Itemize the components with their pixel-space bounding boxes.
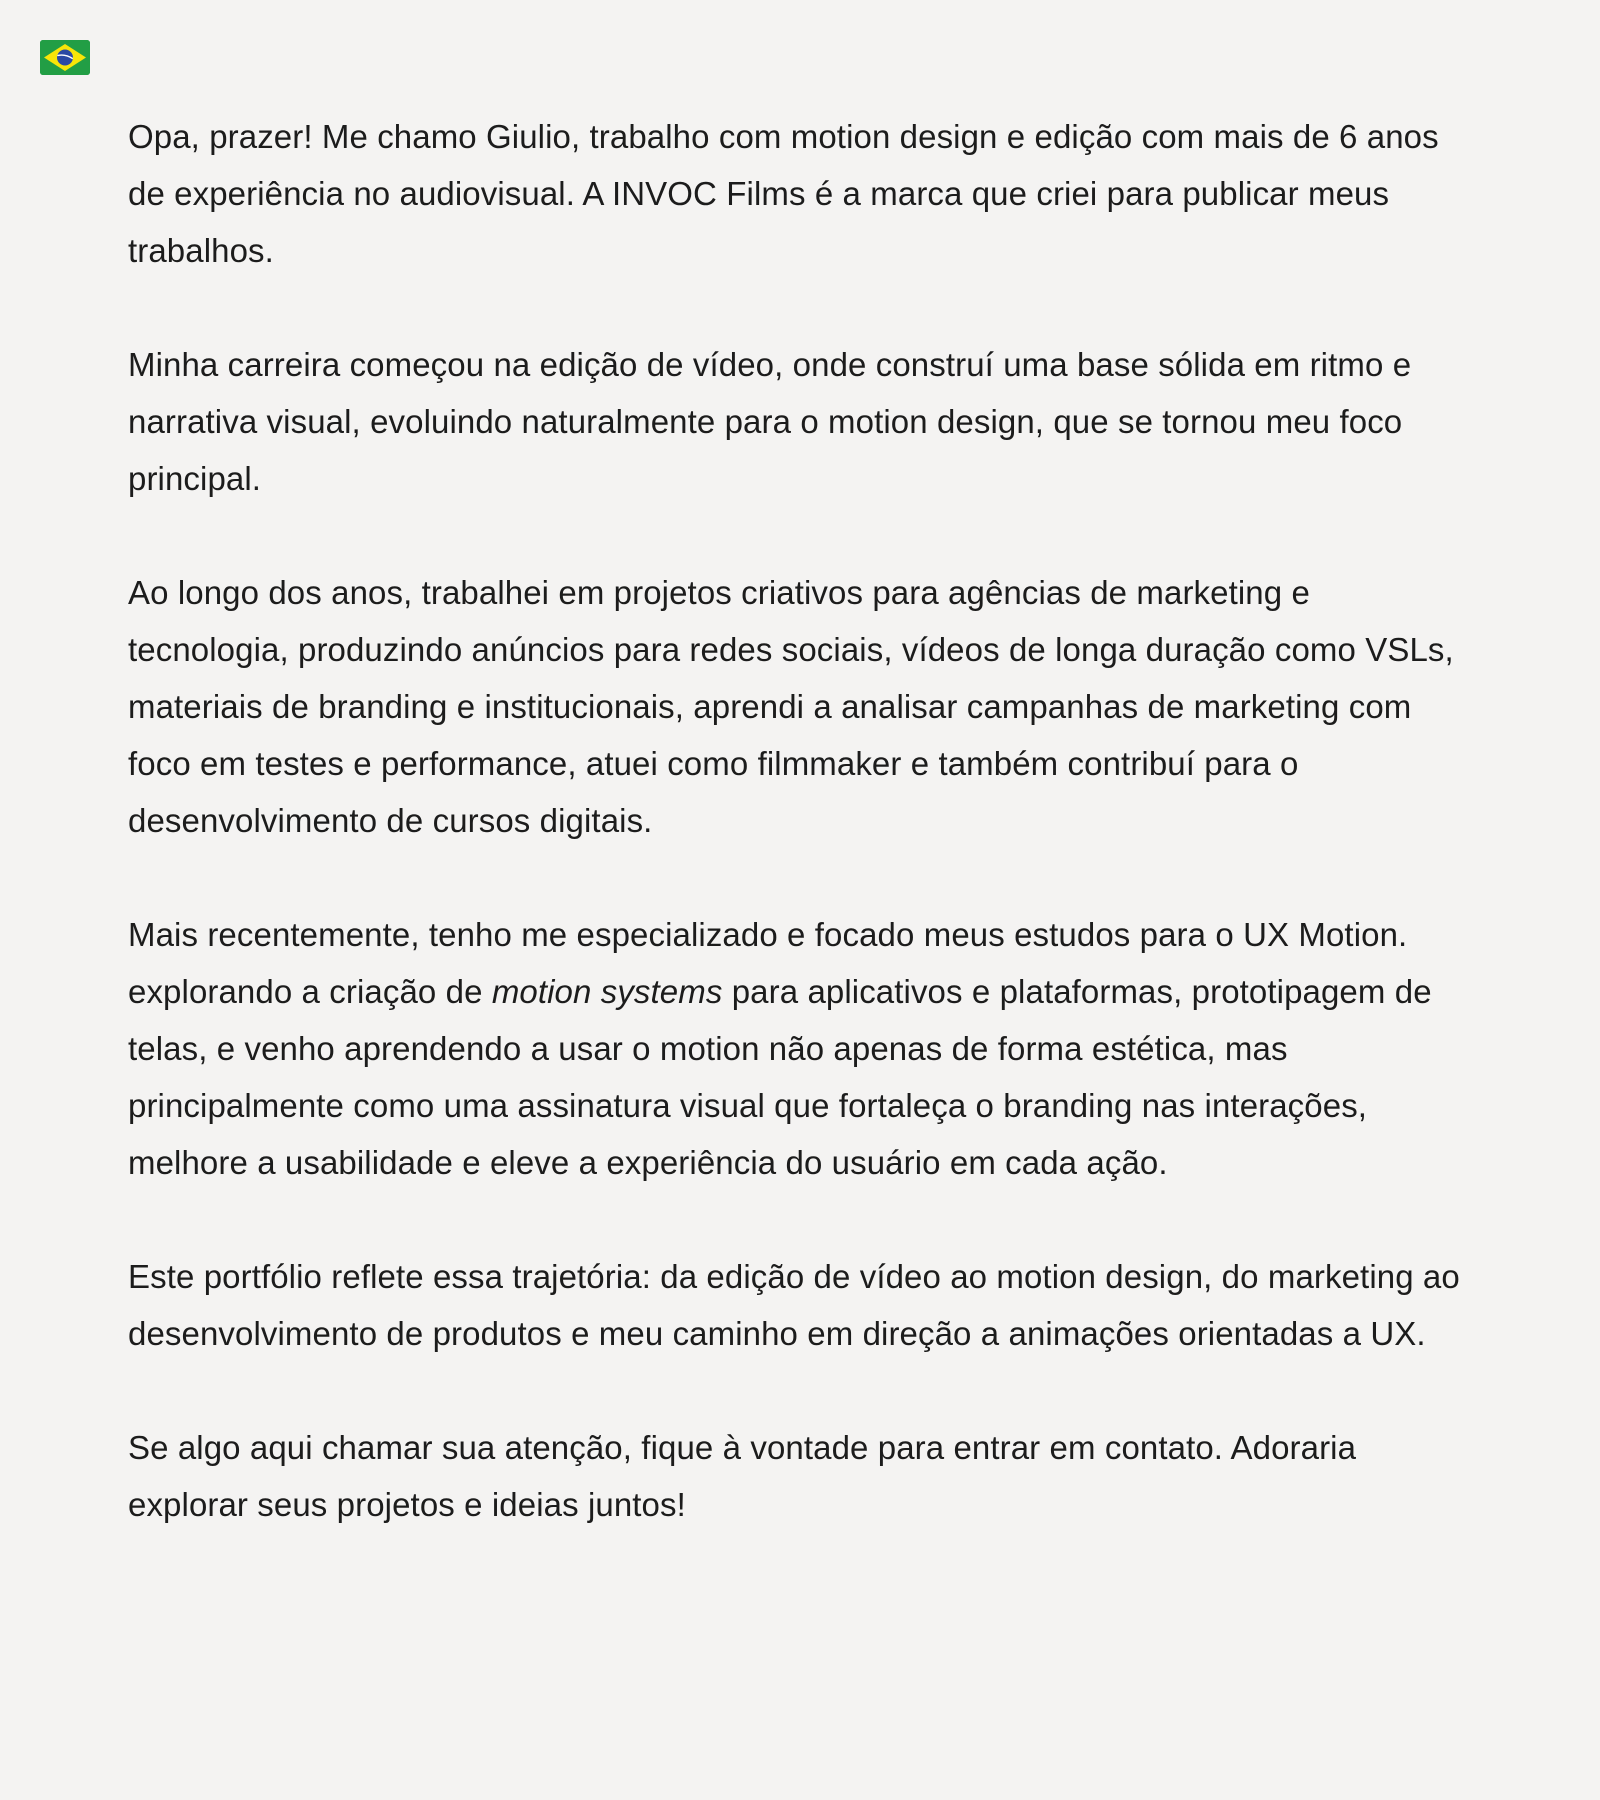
- about-paragraph-3: Ao longo dos anos, trabalhei em projetos criativos para agências de marketing e tecnologia, produzindo anúncios para redes sociais, vídeos de longa duração como VSLs, materiais de branding e institucionais, aprendi a analisar campanhas de marketing com foco em testes e performance, atuei como filmmaker e também contribuí para o desenvolvimento de cursos digitais.: [128, 574, 1454, 839]
- about-paragraph-1: Opa, prazer! Me chamo Giulio, trabalho com motion design e edição com mais de 6 anos de experiência no audiovisual. A INVOC Films é a marca que criei para publicar meus trabalhos.: [128, 118, 1439, 269]
- about-paragraph-4-after: para aplicativos e plataformas, prototipagem de telas, e venho aprendendo a usar o motion não apenas de forma estética, mas principalmente como uma assinatura visual que fortaleça o branding nas interações, melhore a usabilidade e eleve a experiência do usuário em cada ação.: [128, 973, 1432, 1181]
- about-paragraph-4-before: Mais recentemente, tenho me especializado e focado meus estudos para o UX Motion. explorando a criação de: [128, 916, 1408, 1010]
- about-paragraph-5: Este portfólio reflete essa trajetória: da edição de vídeo ao motion design, do marketing ao desenvolvimento de produtos e meu caminho em direção a animações orientadas a UX.: [128, 1258, 1460, 1352]
- brazil-flag-icon[interactable]: [40, 40, 90, 75]
- motion-systems-emphasis: motion systems: [491, 973, 723, 1010]
- about-text: [128, 108, 1478, 1533]
- about-paragraph-2: Minha carreira começou na edição de vídeo, onde construí uma base sólida em ritmo e narrativa visual, evoluindo naturalmente para o motion design, que se tornou meu foco principal.: [128, 346, 1412, 497]
- about-paragraph-4: [128, 906, 1478, 1191]
- about-paragraph-6: Se algo aqui chamar sua atenção, fique à vontade para entrar em contato. Adoraria explorar seus projetos e ideias juntos!: [128, 1429, 1357, 1523]
